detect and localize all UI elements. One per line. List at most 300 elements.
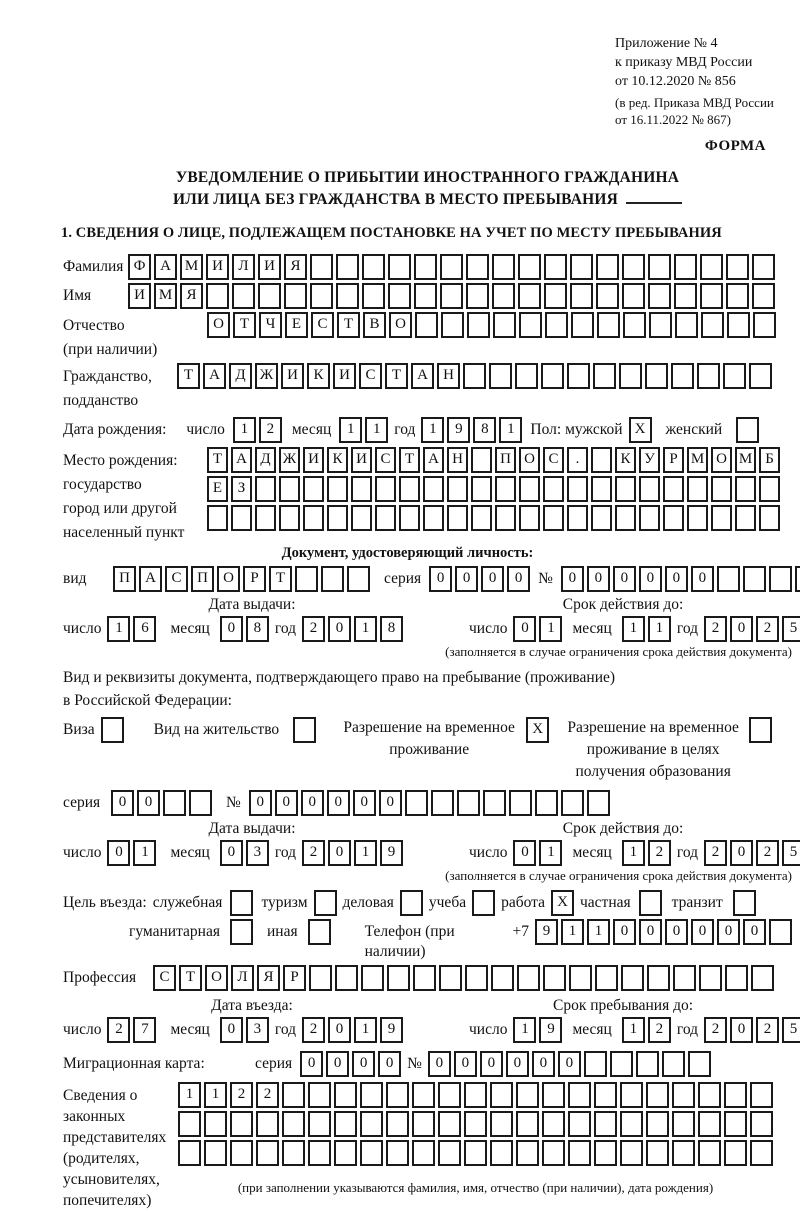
issue-month-boxes <box>220 616 269 642</box>
char-box: 0 <box>378 1051 401 1077</box>
male-checkbox: X <box>629 417 652 443</box>
section1-heading: 1. СВЕДЕНИЯ О ЛИЦЕ, ПОДЛЕЖАЩЕМ ПОСТАНОВКЕ НА УЧЕТ ПО МЕСТУ ПРЕБЫВАНИЯ <box>61 225 722 241</box>
char-box: 2 <box>756 840 779 866</box>
issue-month-boxes <box>220 840 269 866</box>
doc-number-label: № <box>538 570 553 587</box>
birth-month-boxes <box>339 417 388 443</box>
char-box <box>700 283 723 309</box>
char-box: 1 <box>339 417 362 443</box>
char-box <box>207 505 228 531</box>
char-box <box>759 476 780 502</box>
char-box <box>623 312 646 338</box>
char-box: 1 <box>513 1017 536 1043</box>
char-box <box>471 447 492 473</box>
char-box: 2 <box>704 840 727 866</box>
char-box <box>591 447 612 473</box>
char-box: С <box>543 447 564 473</box>
residence-number-label: № <box>226 794 241 811</box>
char-box: С <box>165 566 188 592</box>
char-box <box>441 312 464 338</box>
char-box: Е <box>285 312 308 338</box>
char-box <box>672 1111 695 1137</box>
char-box <box>309 965 332 991</box>
char-box <box>412 1140 435 1166</box>
char-box <box>386 1082 409 1108</box>
citizenship-label: Гражданство, подданство <box>63 368 152 409</box>
char-box <box>645 363 668 389</box>
char-box: 1 <box>622 840 645 866</box>
char-box <box>639 505 660 531</box>
char-box <box>594 1140 617 1166</box>
char-box <box>360 1140 383 1166</box>
entry-dates <box>63 996 798 1043</box>
char-box <box>541 363 564 389</box>
char-box: И <box>303 447 324 473</box>
char-box: К <box>327 447 348 473</box>
char-box <box>178 1140 201 1166</box>
char-box <box>673 965 696 991</box>
char-box <box>375 476 396 502</box>
patronymic-label: Отчество (при наличии) <box>63 317 158 358</box>
char-box <box>440 283 463 309</box>
char-box: 2 <box>259 417 282 443</box>
char-box: 2 <box>704 616 727 642</box>
char-box <box>336 283 359 309</box>
year-label: год <box>274 1021 297 1038</box>
char-box <box>492 254 515 280</box>
char-box: 0 <box>327 790 350 816</box>
month-label: месяц <box>572 1021 612 1038</box>
residence-series-row <box>63 790 792 816</box>
char-box <box>412 1082 435 1108</box>
char-box: 1 <box>499 417 522 443</box>
char-box: 2 <box>756 1017 779 1043</box>
char-box: 0 <box>613 566 636 592</box>
char-box <box>584 1051 607 1077</box>
valid-until-heading: Срок действия до: <box>562 820 684 837</box>
month-label: месяц <box>291 421 332 438</box>
char-box: 2 <box>107 1017 130 1043</box>
char-box <box>490 1082 513 1108</box>
char-box: Я <box>257 965 280 991</box>
char-box: Л <box>232 254 255 280</box>
char-box <box>570 254 593 280</box>
char-box: 0 <box>665 919 688 945</box>
birth-day-boxes <box>233 417 282 443</box>
char-box: И <box>258 254 281 280</box>
char-box: Т <box>337 312 360 338</box>
char-box: Д <box>229 363 252 389</box>
char-box: 2 <box>648 1017 671 1043</box>
char-box <box>386 1140 409 1166</box>
char-box <box>726 283 749 309</box>
purpose-option-label: иная <box>266 923 298 940</box>
stay-year-boxes <box>704 1017 800 1043</box>
purpose-tourism-checkbox <box>314 890 337 916</box>
visa-label: Виза <box>63 721 95 738</box>
char-box <box>375 505 396 531</box>
char-box: О <box>519 447 540 473</box>
char-box: И <box>351 447 372 473</box>
char-box <box>636 1051 659 1077</box>
char-box: 3 <box>246 840 269 866</box>
day-label: число <box>469 1021 508 1038</box>
char-box <box>698 1082 721 1108</box>
validity-note: (заполняется в случае ограничения срока действия документа) <box>445 644 792 659</box>
stay-day-boxes <box>513 1017 562 1043</box>
char-box <box>230 1111 253 1137</box>
char-box <box>594 1111 617 1137</box>
char-box <box>362 283 385 309</box>
char-box: П <box>113 566 136 592</box>
char-box: 0 <box>454 1051 477 1077</box>
month-label: месяц <box>170 844 210 861</box>
doc-series-label: серия <box>384 570 422 587</box>
residence-permit-label: Вид на жительство <box>153 721 280 738</box>
char-box: А <box>154 254 177 280</box>
birthplace-boxes-row2 <box>207 476 780 502</box>
char-box <box>570 283 593 309</box>
char-box <box>360 1111 383 1137</box>
char-box <box>423 476 444 502</box>
char-box <box>518 283 541 309</box>
char-box <box>438 1082 461 1108</box>
char-box <box>467 312 490 338</box>
char-box: 1 <box>365 417 388 443</box>
char-box <box>399 476 420 502</box>
char-box <box>334 1111 357 1137</box>
char-box <box>593 363 616 389</box>
char-box <box>431 790 454 816</box>
purpose-work-checkbox: X <box>551 890 574 916</box>
entry-day-boxes <box>107 1017 156 1043</box>
char-box <box>495 505 516 531</box>
char-box: 0 <box>379 790 402 816</box>
residence-options-row <box>63 717 792 783</box>
char-box <box>388 254 411 280</box>
char-box <box>724 1111 747 1137</box>
valid-year-boxes <box>704 840 800 866</box>
char-box: 1 <box>587 919 610 945</box>
char-box <box>327 476 348 502</box>
year-label: год <box>274 620 297 637</box>
char-box <box>649 312 672 338</box>
char-box <box>663 476 684 502</box>
char-box: 1 <box>133 840 156 866</box>
char-box: 0 <box>137 790 160 816</box>
profession-boxes <box>153 965 774 991</box>
char-box <box>361 965 384 991</box>
char-box: Е <box>207 476 228 502</box>
char-box <box>279 505 300 531</box>
validity-note: (заполняется в случае ограничения срока действия документа) <box>445 868 792 883</box>
char-box <box>662 1051 685 1077</box>
char-box: Ж <box>279 447 300 473</box>
char-box <box>282 1140 305 1166</box>
char-box <box>255 476 276 502</box>
char-box <box>516 1082 539 1108</box>
char-box: 0 <box>743 919 766 945</box>
char-box: 0 <box>455 566 478 592</box>
char-box: О <box>207 312 230 338</box>
doc-type-boxes <box>113 566 370 592</box>
char-box: 0 <box>480 1051 503 1077</box>
char-box <box>615 476 636 502</box>
char-box: 0 <box>428 1051 451 1077</box>
char-box <box>687 476 708 502</box>
char-box: 6 <box>133 616 156 642</box>
char-box <box>256 1140 279 1166</box>
char-box: 0 <box>220 840 243 866</box>
stay-until-heading: Срок пребывания до: <box>553 997 694 1014</box>
char-box <box>544 254 567 280</box>
birthdate-row <box>63 417 792 443</box>
char-box: 0 <box>730 1017 753 1043</box>
char-box <box>388 283 411 309</box>
char-box: 0 <box>665 566 688 592</box>
char-box: 9 <box>380 840 403 866</box>
edu-permit-checkbox <box>749 717 772 743</box>
visit-purpose-row <box>63 890 792 916</box>
temp-permit-label: Разрешение на временное проживание <box>343 719 515 758</box>
char-box: 0 <box>107 840 130 866</box>
char-box: 0 <box>328 616 351 642</box>
char-box <box>542 1111 565 1137</box>
char-box: 2 <box>230 1082 253 1108</box>
char-box <box>491 965 514 991</box>
char-box: А <box>139 566 162 592</box>
char-box: И <box>206 254 229 280</box>
char-box <box>567 505 588 531</box>
year-label: год <box>394 421 416 438</box>
char-box <box>308 1140 331 1166</box>
char-box <box>619 363 642 389</box>
char-box: 1 <box>107 616 130 642</box>
char-box: 0 <box>506 1051 529 1077</box>
char-box <box>439 965 462 991</box>
char-box: 0 <box>691 566 714 592</box>
char-box <box>672 1082 695 1108</box>
char-box <box>727 312 750 338</box>
char-box <box>362 254 385 280</box>
char-box <box>258 283 281 309</box>
char-box: 8 <box>246 616 269 642</box>
char-box <box>543 505 564 531</box>
char-box: А <box>203 363 226 389</box>
purpose-humanitarian-checkbox <box>230 919 253 945</box>
char-box <box>279 476 300 502</box>
char-box <box>544 283 567 309</box>
char-box: 1 <box>421 417 444 443</box>
page-title <box>63 167 792 211</box>
purpose-option-label: учеба <box>428 894 467 911</box>
char-box <box>687 505 708 531</box>
char-box <box>699 965 722 991</box>
name-label: Имя <box>63 287 92 304</box>
char-box: 0 <box>275 790 298 816</box>
char-box <box>759 505 780 531</box>
appendix-block <box>615 34 792 91</box>
char-box <box>717 566 740 592</box>
char-box <box>672 1140 695 1166</box>
char-box: 7 <box>133 1017 156 1043</box>
char-box: 9 <box>535 919 558 945</box>
char-box <box>405 790 428 816</box>
title-line1: УВЕДОМЛЕНИЕ О ПРИБЫТИИ ИНОСТРАННОГО ГРАЖДАНИНА <box>175 169 680 186</box>
char-box <box>567 363 590 389</box>
char-box <box>769 919 792 945</box>
char-box: 5 <box>782 616 800 642</box>
char-box <box>648 254 671 280</box>
char-box: К <box>615 447 636 473</box>
identity-doc-heading: Документ, удостоверяющий личность: <box>281 545 534 561</box>
name-boxes <box>128 283 775 309</box>
purpose-option-label: деловая <box>342 894 394 911</box>
doc-type-label: вид <box>63 570 87 587</box>
char-box: Н <box>437 363 460 389</box>
char-box: 2 <box>302 1017 325 1043</box>
char-box: Р <box>283 965 306 991</box>
identity-doc-dates <box>63 595 798 642</box>
purpose-option-label: туризм <box>261 894 308 911</box>
char-box: О <box>389 312 412 338</box>
month-label: месяц <box>572 844 612 861</box>
char-box <box>671 363 694 389</box>
char-box: 0 <box>513 616 536 642</box>
char-box <box>749 363 772 389</box>
surname-row <box>63 254 792 280</box>
purpose-option-label: служебная <box>152 894 223 911</box>
representatives-block <box>63 1082 792 1211</box>
purpose-option-label: транзит <box>671 894 723 911</box>
month-label: месяц <box>572 620 612 637</box>
char-box: 0 <box>429 566 452 592</box>
surname-label: Фамилия <box>63 258 124 275</box>
birthplace-block <box>63 447 792 543</box>
birthplace-labels: Место рождения: государство город или другой населенный пункт <box>63 452 185 541</box>
char-box: 0 <box>587 566 610 592</box>
char-box: 2 <box>302 616 325 642</box>
char-box: 1 <box>622 616 645 642</box>
valid-day-boxes <box>513 616 562 642</box>
residence-doc-dates <box>63 819 798 866</box>
temp-permit-checkbox: X <box>526 717 549 743</box>
char-box: 0 <box>111 790 134 816</box>
char-box <box>335 965 358 991</box>
month-label: месяц <box>170 1021 210 1038</box>
char-box <box>360 1082 383 1108</box>
char-box <box>204 1111 227 1137</box>
day-label: число <box>469 620 508 637</box>
char-box <box>519 476 540 502</box>
char-box <box>509 790 532 816</box>
char-box: Б <box>759 447 780 473</box>
char-box <box>698 1111 721 1137</box>
char-box <box>769 566 792 592</box>
char-box <box>561 790 584 816</box>
char-box: К <box>307 363 330 389</box>
purpose-other-checkbox <box>308 919 331 945</box>
char-box <box>646 1140 669 1166</box>
char-box: 0 <box>328 1017 351 1043</box>
char-box <box>587 790 610 816</box>
char-box <box>256 1111 279 1137</box>
char-box: 0 <box>328 840 351 866</box>
day-label: число <box>186 421 225 438</box>
char-box <box>308 1082 331 1108</box>
char-box <box>414 254 437 280</box>
char-box <box>750 1111 773 1137</box>
char-box <box>206 283 229 309</box>
appendix-line: Приложение № 4 <box>615 36 718 51</box>
valid-until-heading: Срок действия до: <box>562 596 684 613</box>
issue-day-boxes <box>107 840 156 866</box>
char-box <box>386 1111 409 1137</box>
year-label: год <box>676 844 699 861</box>
doc-number-boxes <box>561 566 800 592</box>
char-box <box>569 965 592 991</box>
char-box <box>597 312 620 338</box>
char-box: 0 <box>220 616 243 642</box>
edu-permit-label: Разрешение на временное проживание в целях получения образования <box>567 719 739 780</box>
char-box <box>752 254 775 280</box>
char-box: 1 <box>622 1017 645 1043</box>
revision-line: от 16.11.2022 № 867) <box>615 112 732 127</box>
birth-year-boxes <box>421 417 522 443</box>
char-box: 1 <box>539 840 562 866</box>
char-box <box>519 505 540 531</box>
char-box: 1 <box>354 1017 377 1043</box>
representatives-boxes-row2 <box>178 1111 773 1137</box>
valid-month-boxes <box>622 616 671 642</box>
char-box <box>457 790 480 816</box>
char-box <box>204 1140 227 1166</box>
char-box: П <box>495 447 516 473</box>
char-box: З <box>231 476 252 502</box>
representatives-label: Сведения о законных представителях (родителях, усыновителях, попечителях) <box>63 1087 167 1209</box>
residence-number-boxes <box>249 790 610 816</box>
form-label: ФОРМА <box>704 138 766 154</box>
char-box: С <box>359 363 382 389</box>
char-box <box>230 1140 253 1166</box>
migration-card-row <box>63 1051 792 1077</box>
char-box: 0 <box>558 1051 581 1077</box>
char-box <box>464 1140 487 1166</box>
char-box: Т <box>399 447 420 473</box>
day-label: число <box>63 1021 102 1038</box>
char-box <box>725 965 748 991</box>
char-box: Т <box>177 363 200 389</box>
char-box <box>646 1082 669 1108</box>
char-box: 5 <box>782 1017 800 1043</box>
char-box <box>321 566 344 592</box>
char-box: Я <box>180 283 203 309</box>
char-box <box>568 1111 591 1137</box>
char-box <box>440 254 463 280</box>
char-box: М <box>735 447 756 473</box>
char-box: Д <box>255 447 276 473</box>
char-box <box>471 476 492 502</box>
char-box <box>622 283 645 309</box>
stay-month-boxes <box>622 1017 671 1043</box>
char-box <box>189 790 212 816</box>
char-box <box>639 476 660 502</box>
char-box: 0 <box>613 919 636 945</box>
char-box <box>336 254 359 280</box>
char-box <box>471 505 492 531</box>
char-box <box>543 476 564 502</box>
char-box: 2 <box>704 1017 727 1043</box>
